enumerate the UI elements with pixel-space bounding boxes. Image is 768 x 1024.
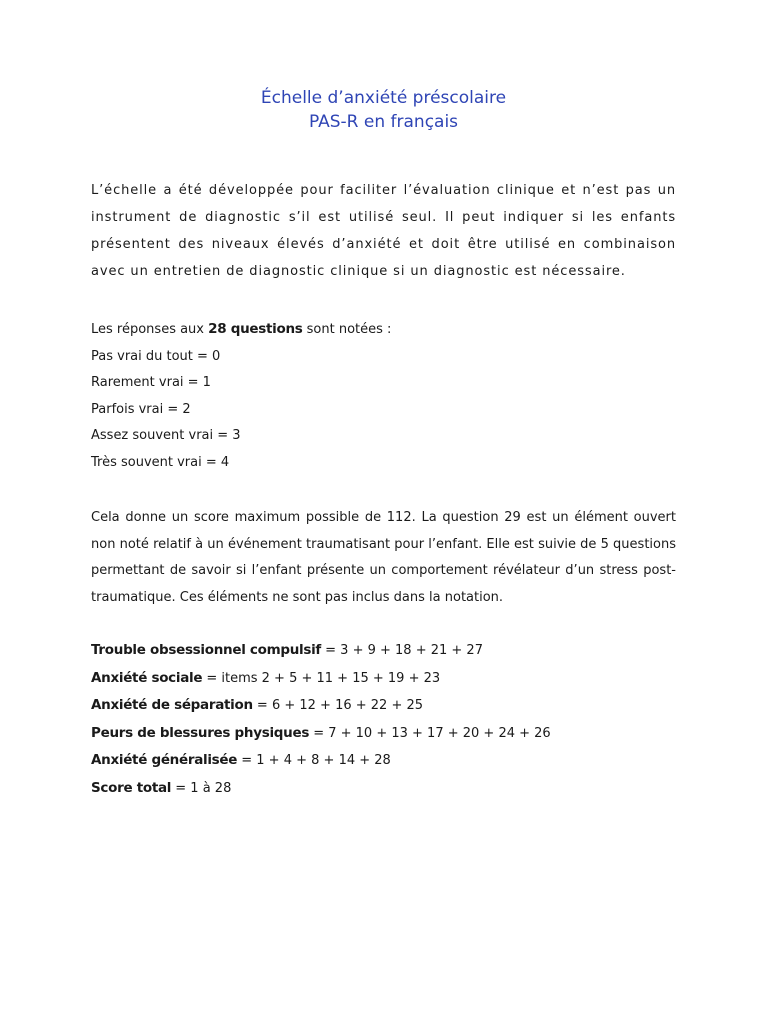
subscale-row <box>91 775 676 803</box>
scoring-option: Pas vrai du tout = 0 <box>91 348 221 364</box>
scoring-lead-after: sont notées : <box>302 322 392 337</box>
subscale-name: Anxiété sociale <box>91 669 203 686</box>
document-subtitle: PAS-R en français <box>308 112 459 132</box>
scoring-option: Très souvent vrai = 4 <box>91 454 230 470</box>
subscale-name: Trouble obsessionnel compulsif <box>91 642 322 658</box>
subscale-row <box>91 637 676 665</box>
subscale-items: = 1 à 28 <box>171 780 232 796</box>
scoring-lead-before: Les réponses aux <box>91 322 209 337</box>
subscales-section <box>91 637 676 803</box>
document-title: Échelle d’anxiété préscolaire <box>260 88 507 108</box>
subscale-row <box>91 692 676 720</box>
subscale-name: Score total <box>91 779 172 796</box>
intro-paragraph: L’échelle a été développée pour faciliter l’évaluation clinique et n’est pas un instrument de diagnostic s’il est utilisé seul. Il peut indiquer si les enfants présentent des niveaux élevés d’anxiété et doit être utilisé en combinaison avec un entretien de diagnostic clinique si un diagnostic est nécessaire. <box>91 183 676 279</box>
subscale-name: Peurs de blessures physiques <box>91 724 310 741</box>
subscale-items: = 1 + 4 + 8 + 14 + 28 <box>237 753 391 769</box>
subscale-items: = 7 + 10 + 13 + 17 + 20 + 24 + 26 <box>309 725 551 741</box>
subscale-row <box>91 747 676 775</box>
subscale-row <box>91 720 676 748</box>
scoring-lead <box>91 316 676 344</box>
subscale-items: = 6 + 12 + 16 + 22 + 25 <box>252 698 424 714</box>
scoring-option: Rarement vrai = 1 <box>91 375 211 391</box>
subscale-name: Anxiété de séparation <box>91 697 253 714</box>
subscale-row <box>91 665 676 693</box>
scoring-option: Assez souvent vrai = 3 <box>91 428 241 444</box>
scoring-option: Parfois vrai = 2 <box>91 401 191 417</box>
scoring-section <box>91 316 676 477</box>
scoring-explanation-paragraph: Cela donne un score maximum possible de 112. La question 29 est un élément ouvert non noté relatif à un événement traumatisant pour l’enfant. Elle est suivie de 5 questions permettant de savoir si l’enfant présente un comportement révélateur d’un stress post-traumatique. Ces éléments ne sont pas inclus dans la notation. <box>91 510 676 605</box>
subscale-name: Anxiété généralisée <box>91 752 238 769</box>
subscale-items: = 3 + 9 + 18 + 21 + 27 <box>321 643 483 658</box>
scoring-lead-bold: 28 questions <box>208 321 303 337</box>
subscale-items: = items 2 + 5 + 11 + 15 + 19 + 23 <box>202 670 441 686</box>
